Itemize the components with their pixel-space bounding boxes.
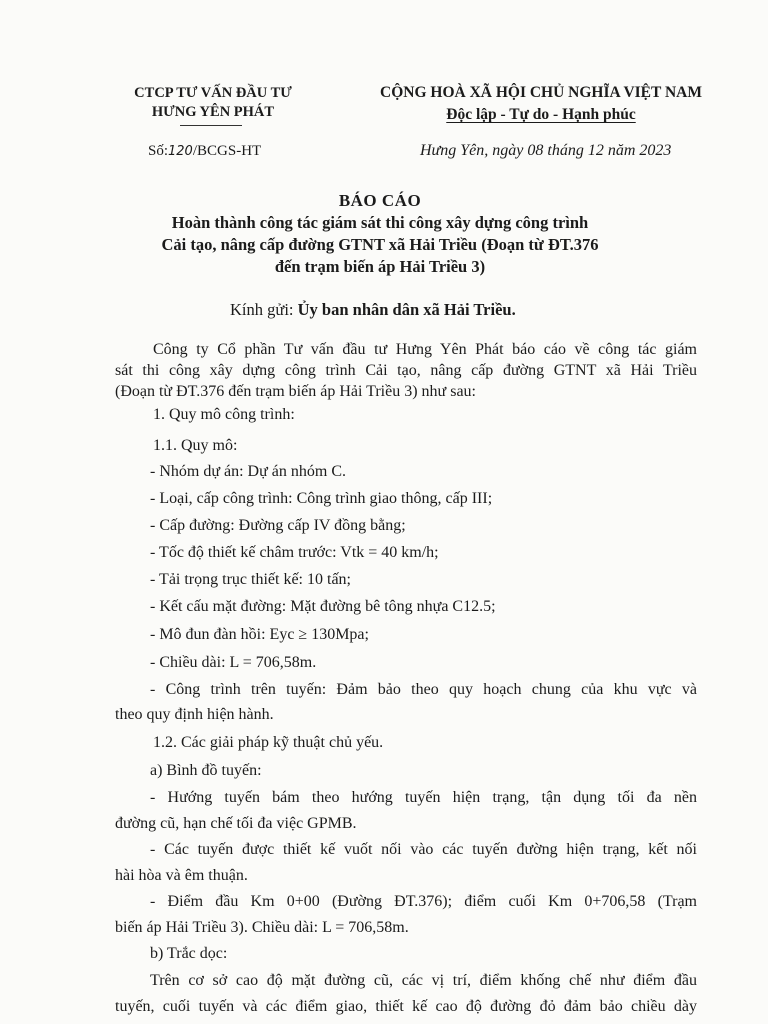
alignment-item-1-line-2: đường cũ, hạn chế tối đa việc GPMB. — [115, 815, 357, 832]
country-name: CỘNG HOÀ XÃ HỘI CHỦ NGHĨA VIỆT NAM — [380, 84, 702, 101]
profile-text-line-1: Trên cơ sở cao độ mặt đường cũ, các vị trí, điểm khống chế như điểm đầu — [150, 972, 697, 989]
company-line-2: HƯNG YÊN PHÁT — [151, 104, 275, 120]
report-title — [120, 190, 640, 278]
section-1-2-heading: 1.2. Các giải pháp kỹ thuật chủ yếu. — [153, 734, 384, 751]
title-line-4: đến trạm biến áp Hải Triều 3) — [274, 257, 486, 276]
list-item-structures-line-1: - Công trình trên tuyến: Đảm bảo theo quy hoạch chung của khu vực và — [150, 681, 697, 698]
alignment-item-1-line-1: - Hướng tuyến bám theo hướng tuyến hiện trạng, tận dụng tối đa nền — [150, 789, 697, 806]
list-item-road-class: - Cấp đường: Đường cấp IV đồng bằng; — [150, 517, 406, 534]
company-underline — [180, 125, 242, 126]
alignment-item-3-line-2: biến áp Hải Triều 3). Chiều dài: L = 706,58m. — [115, 919, 409, 936]
subsection-a-heading: a) Bình đồ tuyến: — [150, 762, 262, 779]
list-item-project-group: - Nhóm dự án: Dự án nhóm C. — [150, 463, 346, 480]
company-line-1: CTCP TƯ VẤN ĐẦU TƯ — [134, 85, 292, 101]
list-item-axle-load: - Tải trọng trục thiết kế: 10 tấn; — [150, 571, 351, 588]
title-heading: BÁO CÁO — [338, 191, 422, 210]
intro-line-2: sát thi công xây dựng công trình Cải tạo, nâng cấp đường GTNT xã Hải Triều — [115, 362, 697, 379]
title-line-2: Hoàn thành công tác giám sát thi công xây dựng công trình — [171, 213, 589, 232]
date-line: Hưng Yên, ngày 08 tháng 12 năm 2023 — [420, 142, 672, 159]
doc-number-suffix: /BCGS-HT — [192, 143, 262, 159]
greeting-prefix: Kính gửi: — [230, 300, 298, 319]
list-item-design-speed: - Tốc độ thiết kế châm trước: Vtk = 40 km/h; — [150, 544, 439, 561]
document-number — [148, 143, 261, 160]
company-name — [106, 84, 320, 122]
list-item-work-class: - Loại, cấp công trình: Công trình giao thông, cấp III; — [150, 490, 493, 507]
title-line-3: Cải tạo, nâng cấp đường GTNT xã Hải Triều (Đoạn từ ĐT.376 — [161, 235, 599, 254]
subsection-b-heading: b) Trắc dọc: — [150, 945, 228, 962]
list-item-structures-line-2: theo quy định hiện hành. — [115, 706, 274, 723]
list-item-elastic-modulus: - Mô đun đàn hồi: Eyc ≥ 130Mpa; — [150, 626, 369, 643]
greeting — [230, 300, 516, 320]
intro-line-3: (Đoạn từ ĐT.376 đến trạm biến áp Hải Triều 3) như sau: — [115, 383, 476, 400]
profile-text-line-2: tuyến, cuối tuyến và các điểm giao, thiết kế cao độ đường đỏ đảm bảo chiều dày — [115, 998, 697, 1015]
section-1-heading: 1. Quy mô công trình: — [153, 406, 295, 423]
doc-number-handwritten: 120 — [168, 144, 193, 159]
alignment-item-2-line-1: - Các tuyến được thiết kế vuốt nối vào các tuyến đường hiện trạng, kết nối — [150, 841, 697, 858]
national-motto: Độc lập - Tự do - Hạnh phúc — [446, 106, 636, 123]
section-1-1-heading: 1.1. Quy mô: — [153, 437, 238, 454]
list-item-pavement: - Kết cấu mặt đường: Mặt đường bê tông nhựa C12.5; — [150, 598, 496, 615]
list-item-length: - Chiều dài: L = 706,58m. — [150, 654, 317, 671]
national-header — [356, 82, 726, 126]
doc-number-prefix: Số: — [148, 143, 169, 159]
greeting-recipient: Ủy ban nhân dân xã Hải Triều. — [297, 300, 516, 319]
alignment-item-2-line-2: hài hòa và êm thuận. — [115, 867, 248, 884]
intro-line-1: Công ty Cổ phần Tư vấn đầu tư Hưng Yên Phát báo cáo về công tác giám — [153, 341, 697, 358]
alignment-item-3-line-1: - Điểm đầu Km 0+00 (Đường ĐT.376); điểm cuối Km 0+706,58 (Trạm — [150, 893, 697, 910]
